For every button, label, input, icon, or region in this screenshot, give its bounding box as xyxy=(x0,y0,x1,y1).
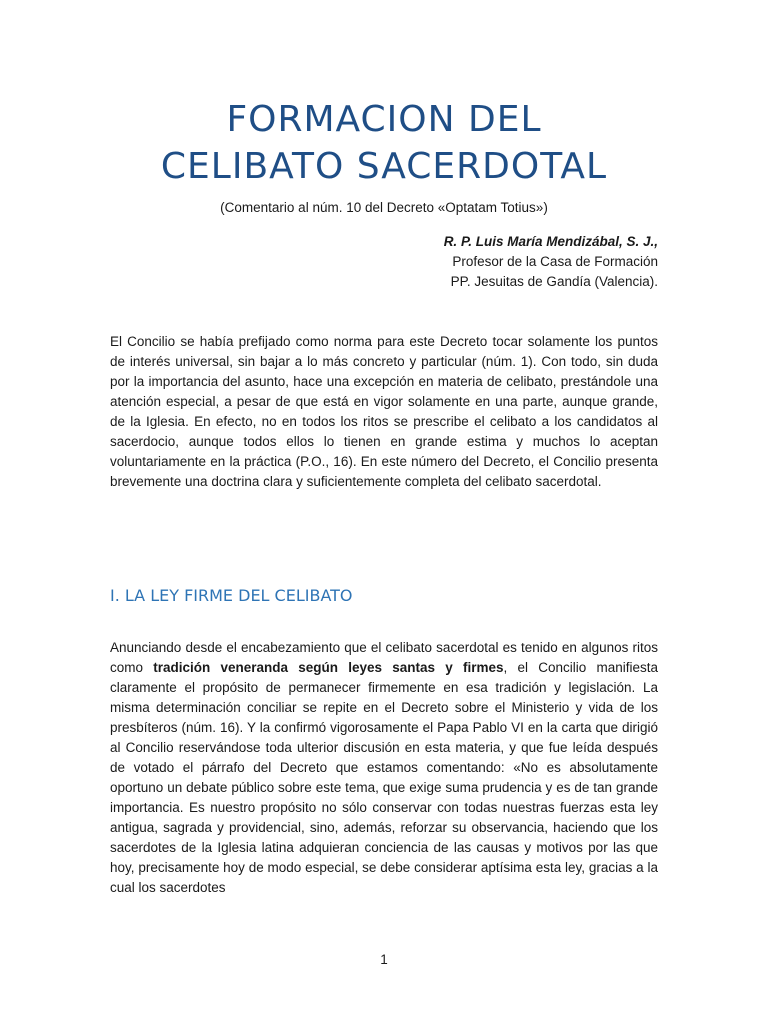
paragraph-text-before: Anunciando desde el encabezamiento que el celibato sacerdotal es tenido en algunos ritos como xyxy=(110,640,658,675)
body-paragraph xyxy=(110,638,658,898)
section-heading: I. LA LEY FIRME DEL CELIBATO xyxy=(110,586,353,605)
paragraph-text-after: , el Concilio manifiesta claramente el propósito de permanecer firmemente en esa tradición y legislación. La misma determinación conciliar se repite en el Decreto sobre el Ministerio y vida de los presbíteros (núm. 16). Y la confirmó vigorosamente el Papa Pablo VI en la carta que dirigió al Concilio reservándose toda ulterior discusión en esta materia, y que fue leída después de votado el párrafo del Decreto que estamos comentando: «No es absolutamente oportuno un debate público sobre este tema, que exige suma prudencia y es de tan grande importancia. Es nuestro propósito no sólo conservar con todas nuestras fuerzas esta ley antigua, sagrada y providencial, sino, además, reforzar su observancia, haciendo que los sacerdotes de la Iglesia latina adquieran conciencia de las causas y motivos por las que hoy, precisamente hoy de modo especial, se debe considerar aptísima esta ley, gracias a la cual los sacerdotes xyxy=(110,660,659,895)
paragraph-bold-phrase: tradición veneranda según leyes santas y firmes xyxy=(153,660,504,675)
author-block xyxy=(444,232,658,292)
page-number: 1 xyxy=(380,952,388,967)
document-subtitle: (Comentario al núm. 10 del Decreto «Optatam Totius») xyxy=(220,200,548,215)
intro-paragraph: El Concilio se había prefijado como norma para este Decreto tocar solamente los puntos de interés universal, sin bajar a lo más concreto y particular (núm. 1). Con todo, sin duda por la importancia del asunto, hace una excepción en materia de celibato, prestándole una atención especial, a pesar de que está en vigor solamente en una parte, aunque grande, de la Iglesia. En efecto, no en todos los ritos se prescribe el celibato a los candidatos al sacerdocio, aunque todos ellos lo tienen en grande estima y muchos lo aceptan voluntariamente en la práctica (P.O., 16). En este número del Decreto, el Concilio presenta brevemente una doctrina clara y suficientemente completa del celibato sacerdotal. xyxy=(110,334,658,489)
title-line-2: CELIBATO SACERDOTAL xyxy=(160,146,608,187)
author-name: R. P. Luis María Mendizábal, S. J., xyxy=(443,234,658,249)
author-institution: PP. Jesuitas de Gandía (Valencia). xyxy=(450,274,658,289)
document-title xyxy=(60,96,708,190)
title-line-1: FORMACION DEL xyxy=(226,99,542,140)
author-role: Profesor de la Casa de Formación xyxy=(452,254,658,269)
